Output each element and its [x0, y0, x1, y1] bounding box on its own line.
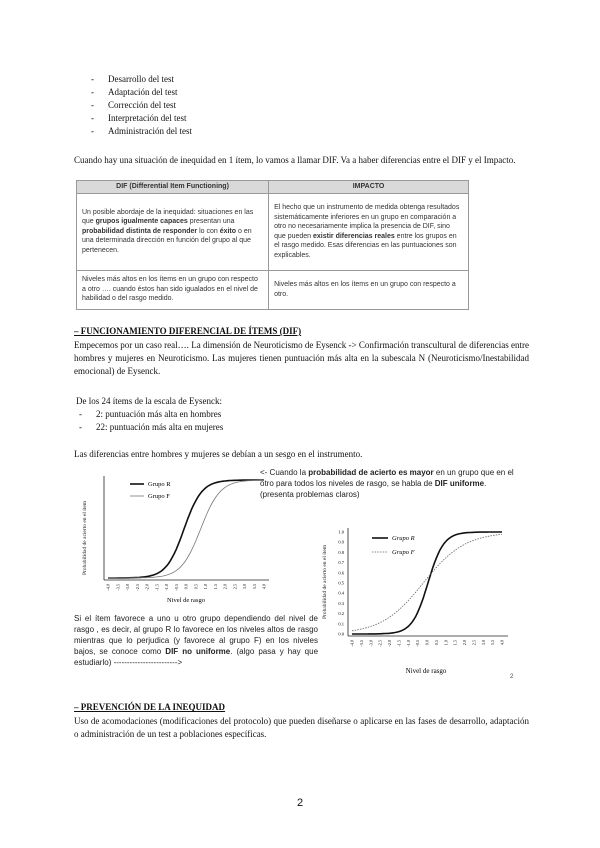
y-tick-label: 0.7	[338, 560, 344, 566]
intro-paragraph: Cuando hay una situación de inequidad en 1 ítem, lo vamos a llamar DIF. Va a haber diferencias entre el DIF y el Impacto.	[74, 155, 516, 165]
table-cell: El hecho que un instrumento de medida obtenga resultados sistemáticamente inferiores en un grupo en comparación a otro no necesariamente implica la presencia de DIF, sino que pueden existir diferencias reales entre los grupos en el rasgo medido. Esas diferencias en las puntuaciones son explicables.	[269, 193, 469, 270]
x-tick-label: -1.5	[154, 584, 160, 591]
y-tick-label: 0.0	[338, 631, 344, 637]
y-tick-label: 0.6	[338, 570, 344, 576]
y-tick-label: 0.5	[338, 580, 344, 586]
chart2-xlabel: Nivel de rasgo	[405, 667, 447, 675]
x-tick-label: 2.5	[471, 640, 477, 646]
section-title-dif: – FUNCIONAMIENTO DIFERENCIAL DE ÍTEMS (DIF)	[74, 326, 302, 336]
x-tick-label: 4.0	[499, 640, 505, 646]
y-tick-label: 0.4	[338, 590, 344, 596]
y-tick-label: 0.3	[338, 600, 344, 606]
table-cell: Un posible abordaje de la inequidad: situaciones en las que grupos igualmente capaces presentan una probabilidad distinta de responder lo con éxito o en una determinada dirección en función del grupo al que pertenecen.	[77, 193, 269, 270]
table-header: DIF (Differential Item Functioning)	[77, 181, 269, 194]
x-tick-label: 0.5	[193, 584, 199, 590]
section2-paragraph: Uso de acomodaciones (modificaciones del protocolo) que pueden diseñarse o aplicarse en las fases de desarrollo, adaptación o administración de un test a poblaciones específicas.	[74, 716, 529, 739]
chart2-series-grupo-f	[352, 534, 502, 631]
x-tick-label: -4.0	[105, 584, 111, 591]
table-row	[77, 270, 469, 309]
x-tick-label: -0.5	[415, 640, 421, 647]
bias-sentence: Las diferencias entre hombres y mujeres se debían a un sesgo en el instrumento.	[74, 449, 363, 459]
x-tick-label: 2.0	[462, 640, 467, 646]
chart2-ylabel: Probabilidad de acierto en el ítem	[322, 544, 328, 620]
x-tick-label: -1.0	[405, 640, 411, 647]
x-tick-label: 2.5	[232, 584, 238, 590]
x-tick-label: -1.0	[164, 584, 169, 591]
table-header: IMPACTO	[269, 181, 469, 194]
x-tick-label: -2.5	[377, 640, 383, 647]
x-tick-label: -3.0	[368, 640, 374, 647]
x-tick-label: -1.5	[396, 640, 402, 647]
x-tick-label: -2.5	[134, 584, 140, 591]
table-cell: Niveles más altos en los ítems en un grupo con respecto a otro …. cuando éstos han sido igualados en el nivel de habilidad o del rasgo medido.	[77, 270, 269, 309]
chart2-legend-f: Grupo F	[392, 549, 415, 556]
dif-impact-table	[76, 180, 469, 310]
chart1-legend-f: Grupo F	[148, 493, 170, 500]
x-tick-label: 0.0	[183, 584, 189, 590]
x-tick-label: 1.5	[452, 640, 458, 646]
x-tick-label: -2.0	[387, 640, 392, 647]
x-tick-label: 1.5	[212, 584, 218, 590]
table-row	[77, 193, 469, 270]
list-item: - 22: puntuación más alta en mujeres	[76, 421, 376, 434]
x-tick-label: -3.0	[125, 584, 130, 591]
nonuniform-dif-annotation: Si el ítem favorece a uno u otro grupo dependiendo del nivel de rasgo , es decir, al grupo R lo favorece en los niveles altos de rasgo mientras que lo perjudica (y favorece al grupo F) en los niveles bajos, se conoce como DIF no uniforme. (algo pasa y hay que estudiarlo) ------------------------>	[74, 614, 319, 667]
chart1-legend-r: Grupo R	[148, 481, 171, 488]
chart-nonuniform-dif	[318, 522, 518, 682]
chart2-legend-r: Grupo R	[392, 535, 415, 542]
x-tick-label: 1.0	[443, 640, 449, 646]
x-tick-label: 3.0	[480, 640, 486, 646]
table-cell: Niveles más altos en los ítems en un grupo con respecto a otro.	[269, 270, 469, 309]
uniform-dif-annotation: <- Cuando la probabilidad de acierto es mayor en un grupo que en el otro para todos los niveles de rasgo, se habla de DIF uniforme. (presenta problemas claros)	[260, 468, 514, 499]
x-tick-label: 3.5	[490, 640, 496, 646]
y-tick-label: 0.9	[338, 539, 344, 545]
x-tick-label: -3.5	[115, 584, 121, 591]
x-tick-label: -0.5	[173, 584, 179, 591]
y-tick-label: 0.1	[338, 621, 344, 627]
chart1-series-grupo-r	[108, 480, 264, 578]
section-title-prevention: – PREVENCIÓN DE LA INEQUIDAD	[74, 702, 226, 712]
items-intro: De los 24 ítems de la escala de Eysenck:	[76, 396, 222, 406]
x-tick-label: 2.0	[222, 584, 228, 590]
x-tick-label: 1.0	[203, 584, 208, 590]
list-item: - Desarrollo del test	[88, 73, 388, 86]
items-list	[76, 408, 376, 434]
page-number: 2	[296, 797, 304, 809]
y-tick-label: 0.2	[338, 611, 344, 617]
chart-uniform-dif	[74, 468, 274, 613]
list-item: - Adaptación del test	[88, 86, 388, 99]
x-tick-label: 0.0	[424, 640, 430, 646]
list-item: - Interpretación del test	[88, 112, 388, 125]
list-item: - Administración del test	[88, 125, 388, 138]
x-tick-label: 3.5	[251, 584, 257, 590]
x-tick-label: -3.5	[358, 640, 364, 647]
corner-mark: 2	[510, 674, 514, 680]
x-tick-label: -4.0	[349, 640, 355, 647]
list-item: - Corrección del test	[88, 99, 388, 112]
chart2-series-grupo-r	[352, 532, 502, 634]
x-tick-label: 0.5	[433, 640, 439, 646]
phases-list	[88, 73, 388, 138]
section1-paragraph: Empecemos por un caso real…. La dimensión de Neuroticismo de Eysenck -> Confirmación transcultural de diferencias entre hombres y mujeres en Neuroticismo. Las mujeres tienen puntuación más alta en la subescala N (Neuroticismo/Inestabilidad emocional) de Eysenck.	[74, 340, 529, 376]
list-item: - 2: puntuación más alta en hombres	[76, 408, 376, 421]
x-tick-label: 3.0	[242, 584, 247, 590]
x-tick-label: 4.0	[261, 584, 267, 590]
chart1-ylabel: Probabilidad de acierto en el ítem	[82, 500, 88, 576]
chart1-series-grupo-f	[108, 480, 264, 578]
chart1-xlabel: Nivel de rasgo	[167, 597, 205, 604]
y-tick-label: 1.0	[338, 529, 344, 535]
x-tick-label: -2.0	[144, 584, 150, 591]
y-tick-label: 0.8	[338, 549, 344, 555]
